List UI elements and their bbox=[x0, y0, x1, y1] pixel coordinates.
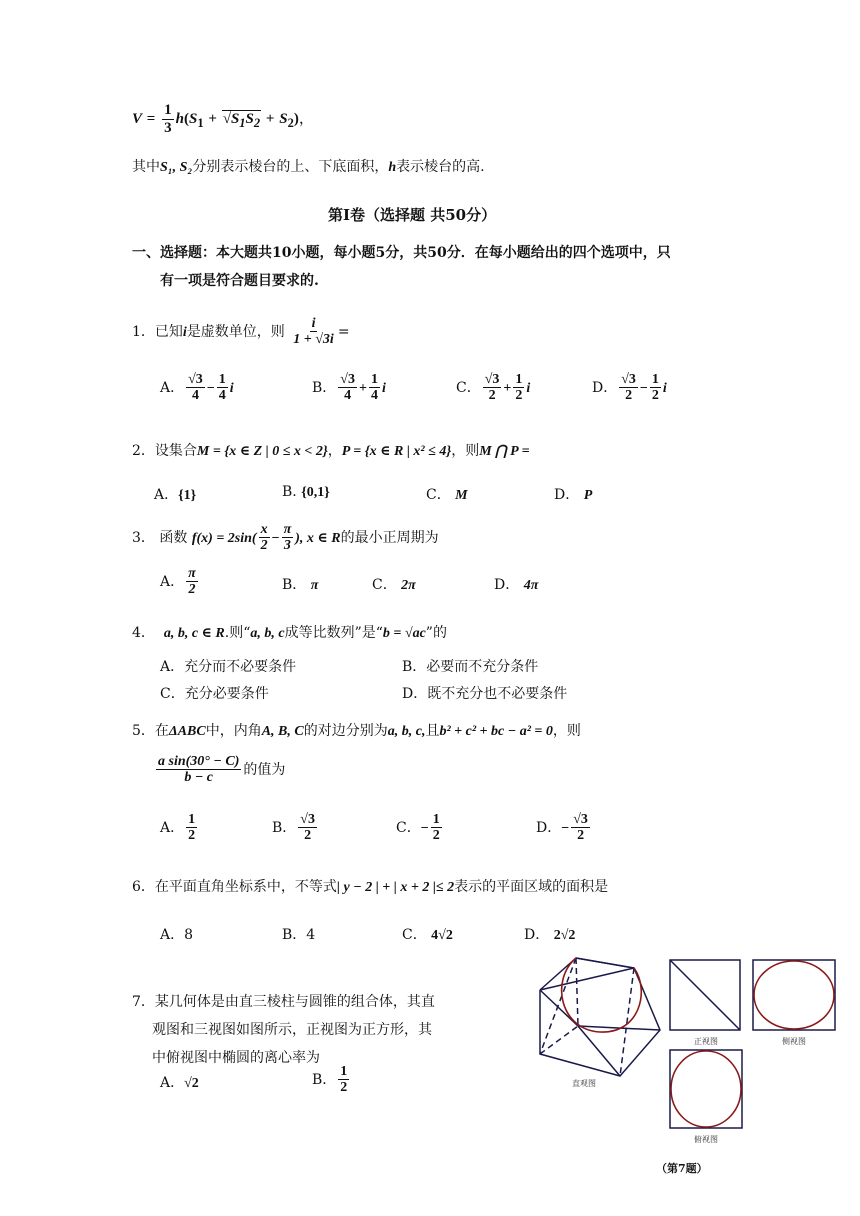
question-7: 7．某几何体是由直三棱柱与圆锥的组合体，其直 观图和三视图如图所示，正视图为正方形，其 中俯视图中椭圆的离心率为 bbox=[132, 994, 435, 1066]
question-6: 6．在平面直角坐标系中，不等式| y − 2 | + | x + 2 |≤ 2表示的平面区域的面积是 bbox=[132, 879, 609, 895]
q4-option-d[interactable]: D．既不充分也不必要条件 bbox=[402, 686, 568, 702]
top-view bbox=[670, 1050, 742, 1144]
q5-option-a[interactable]: A． $\frac{1}{2}$ bbox=[160, 812, 196, 844]
q7-option-a[interactable]: A．√2 bbox=[160, 1075, 199, 1091]
q5-option-d[interactable]: D．− $\frac{√3}{2}$ bbox=[536, 812, 588, 844]
q1-option-a[interactable]: A． $\frac{√3}{4}$ − $\frac{1}{4}$ i bbox=[160, 372, 234, 404]
solid-view bbox=[540, 958, 660, 1076]
q7-figure bbox=[530, 950, 840, 1150]
q6-option-c[interactable]: C． 4√2 bbox=[402, 927, 453, 943]
svg-text:侧视图: 侧视图 bbox=[782, 1037, 806, 1046]
side-view bbox=[753, 960, 835, 1046]
q3-option-b[interactable]: B． π bbox=[282, 577, 319, 593]
q5-option-b[interactable]: B． $\frac{√3}{2}$ bbox=[272, 812, 315, 844]
question-1: 1．已知i是虚数单位，则 $\frac{i}{1 + √3i}$ = bbox=[132, 316, 350, 348]
svg-text:正视图: 正视图 bbox=[694, 1037, 718, 1046]
q7-option-b[interactable]: B． $\frac{1}{2}$ bbox=[312, 1064, 348, 1096]
q4-option-c[interactable]: C．充分必要条件 bbox=[160, 686, 269, 702]
question-5: 5．在ΔABC中，内角A, B, C的对边分别为a, b, c,且b² + c² + bc − a² = 0，则 bbox=[132, 723, 581, 739]
question-4: 4． a, b, c ∈ R.则“a, b, c成等比数列”是“b = √ac”的 bbox=[132, 625, 447, 641]
question-2: 2．设集合M = {x ∈ Z | 0 ≤ x < 2}，P = {x ∈ R | x² ≤ 4}，则M ⋂ P = bbox=[132, 443, 530, 459]
question-3: 3． 函数 f(x) = 2sin( $\frac{x}{2}$ − $\frac{\pi}{3}$ ), x ∈ R的最小正周期为 bbox=[132, 522, 439, 554]
q1-option-b[interactable]: B． $\frac{√3}{4}$ + $\frac{1}{4}$ i bbox=[312, 372, 386, 404]
part1-instructions: 一、选择题：本大题共10小题，每小题5分，共50分．在每小题给出的四个选项中，只 有一项是符合题目要求的. bbox=[132, 245, 671, 289]
q4-option-b[interactable]: B．必要而不充分条件 bbox=[402, 659, 539, 675]
q4-options bbox=[160, 656, 720, 716]
section-title: 第Ⅰ卷（选择题 共50分） bbox=[328, 206, 497, 224]
formula-explanation: 其中S₁, S₂分别表示棱台的上、下底面积，h表示棱台的高. bbox=[132, 159, 485, 175]
q1-option-c[interactable]: C． $\frac{√3}{2}$ + $\frac{1}{2}$ i bbox=[456, 372, 531, 404]
q3-option-c[interactable]: C． 2π bbox=[372, 577, 416, 593]
q2-option-b[interactable]: B. {0,1} bbox=[282, 484, 330, 500]
front-view bbox=[670, 960, 740, 1046]
q3-option-a[interactable]: A． $\frac{\pi}{2}$ bbox=[160, 566, 196, 598]
q5-option-c[interactable]: C．− $\frac{1}{2}$ bbox=[396, 812, 440, 844]
q6-option-a[interactable]: A．8 bbox=[160, 927, 194, 943]
q2-option-a[interactable]: A．{1} bbox=[154, 487, 197, 503]
q1-option-d[interactable]: D． $\frac{√3}{2}$ − $\frac{1}{2}$ i bbox=[592, 372, 667, 404]
q6-option-d[interactable]: D． 2√2 bbox=[524, 927, 576, 943]
q3-option-d[interactable]: D． 4π bbox=[494, 577, 539, 593]
svg-text:俯视图: 俯视图 bbox=[694, 1135, 718, 1144]
q6-option-b[interactable]: B．4 bbox=[282, 927, 316, 943]
q2-option-c[interactable]: C． M bbox=[426, 487, 468, 503]
question-5-fraction: $\frac{\text{a sin(30° − C)}}{b - c}$ 的值为 bbox=[158, 754, 286, 786]
q4-option-a[interactable]: A．充分而不必要条件 bbox=[160, 659, 297, 675]
volume-formula: V = $\frac{1}{3}$ $h(S_1$ + √ $S_1S_2 + S_2$)， bbox=[132, 102, 314, 136]
label-main-view: 直观图 bbox=[572, 1079, 596, 1088]
q2-option-d[interactable]: D． P bbox=[554, 487, 593, 503]
figure-caption: （第7题） bbox=[656, 1162, 708, 1175]
